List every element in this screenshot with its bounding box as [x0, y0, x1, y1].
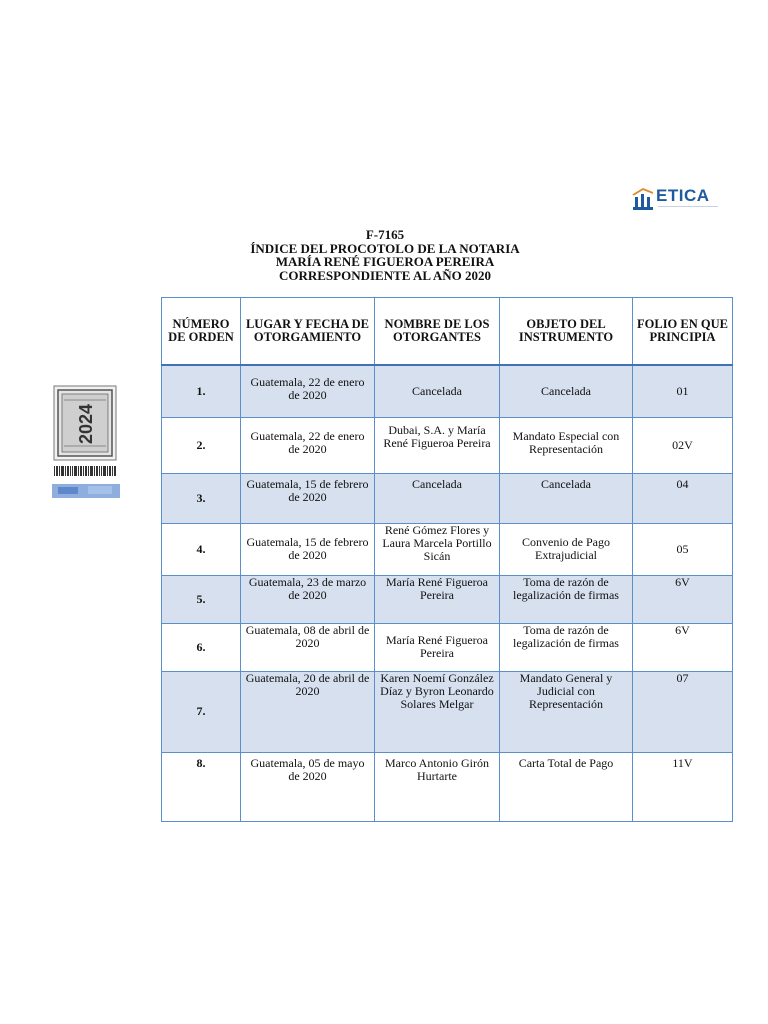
row-folio: 11V [633, 752, 733, 821]
document-year: CORRESPONDIENTE AL AÑO 2020 [278, 267, 491, 283]
table-row [162, 365, 733, 417]
protocol-index-table [161, 297, 733, 822]
column-header-folio: FOLIO EN QUE PRINCIPIA [633, 298, 733, 366]
table-row [162, 523, 733, 575]
row-lugar-fecha: Guatemala, 15 de febrero de 2020 [241, 523, 375, 575]
column-header-otorgantes: NOMBRE DE LOS OTORGANTES [375, 298, 500, 366]
table-row [162, 417, 733, 473]
row-number: 4. [162, 523, 241, 575]
table-row [162, 671, 733, 752]
document-code: F-7165 [365, 227, 405, 242]
row-objeto: Mandato Especial con Representación [500, 417, 633, 473]
building-logo-icon [632, 187, 654, 211]
row-otorgantes: Cancelada [375, 473, 500, 523]
row-lugar-fecha: Guatemala, 23 de marzo de 2020 [241, 575, 375, 623]
row-otorgantes: Marco Antonio Girón Hurtarte [375, 752, 500, 821]
stamp-year: 2024 [76, 403, 96, 445]
table-row [162, 752, 733, 821]
document-header [160, 228, 610, 282]
row-number: 8. [162, 752, 241, 821]
column-header-objeto: OBJETO DEL INSTRUMENTO [500, 298, 633, 366]
row-number: 5. [162, 575, 241, 623]
row-folio: 04 [633, 473, 733, 523]
row-lugar-fecha: Guatemala, 05 de mayo de 2020 [241, 752, 375, 821]
row-objeto: Convenio de Pago Extrajudicial [500, 523, 633, 575]
table-header-row [162, 298, 733, 366]
row-otorgantes: Karen Noemí González Díaz y Byron Leonardo Solares Melgar [375, 671, 500, 752]
row-objeto: Mandato General y Judicial con Representación [500, 671, 633, 752]
row-folio: 6V [633, 623, 733, 671]
row-objeto: Toma de razón de legalización de firmas [500, 623, 633, 671]
logo-text: ETICA [656, 186, 710, 205]
etica-logo [632, 185, 722, 213]
row-objeto: Toma de razón de legalización de firmas [500, 575, 633, 623]
fiscal-stamp-image [48, 378, 123, 500]
document-title: ÍNDICE DEL PROCOTOLO DE LA NOTARIA [250, 240, 520, 256]
row-otorgantes: María René Figueroa Pereira [375, 575, 500, 623]
row-lugar-fecha: Guatemala, 20 de abril de 2020 [241, 671, 375, 752]
row-objeto: Carta Total de Pago [500, 752, 633, 821]
row-number: 2. [162, 417, 241, 473]
row-otorgantes: María René Figueroa Pereira [375, 623, 500, 671]
row-lugar-fecha: Guatemala, 08 de abril de 2020 [241, 623, 375, 671]
row-otorgantes: René Gómez Flores y Laura Marcela Portillo Sicán [375, 523, 500, 575]
column-header-lugar-fecha: LUGAR Y FECHA DE OTORGAMIENTO [241, 298, 375, 366]
row-folio: 05 [633, 523, 733, 575]
row-folio: 6V [633, 575, 733, 623]
row-number: 6. [162, 623, 241, 671]
row-folio: 01 [633, 365, 733, 417]
row-objeto: Cancelada [500, 365, 633, 417]
row-number: 3. [162, 473, 241, 523]
table-row [162, 473, 733, 523]
row-lugar-fecha: Guatemala, 22 de enero de 2020 [241, 365, 375, 417]
row-lugar-fecha: Guatemala, 22 de enero de 2020 [241, 417, 375, 473]
row-number: 7. [162, 671, 241, 752]
row-number: 1. [162, 365, 241, 417]
logo-tagline-line [658, 206, 718, 210]
column-header-numero: NÚMERO DE ORDEN [162, 298, 241, 366]
table-row [162, 623, 733, 671]
row-lugar-fecha: Guatemala, 15 de febrero de 2020 [241, 473, 375, 523]
row-otorgantes: Dubai, S.A. y María René Figueroa Pereira [375, 417, 500, 473]
notary-name: MARÍA RENÉ FIGUEROA PEREIRA [275, 254, 495, 269]
row-folio: 07 [633, 671, 733, 752]
table-row [162, 575, 733, 623]
row-objeto: Cancelada [500, 473, 633, 523]
row-otorgantes: Cancelada [375, 365, 500, 417]
row-folio: 02V [633, 417, 733, 473]
